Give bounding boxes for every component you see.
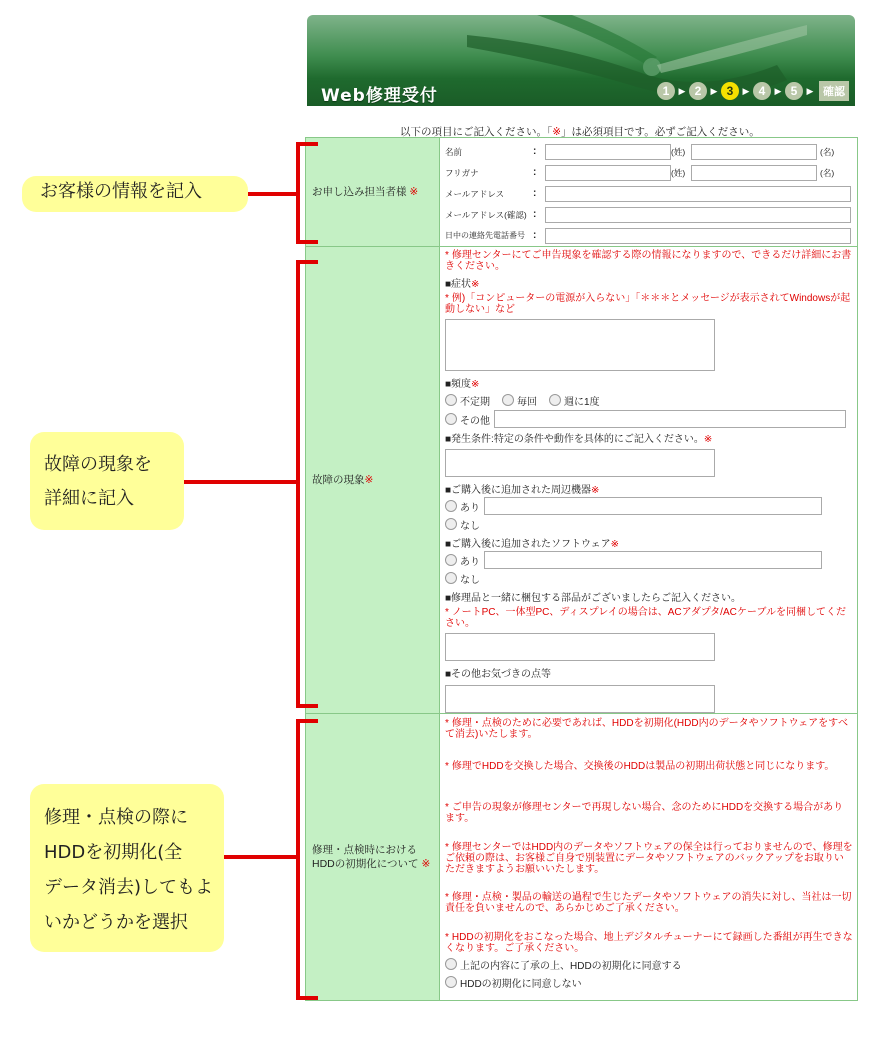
frequency-irregular-radio[interactable] bbox=[445, 394, 457, 406]
frequency-weekly-radio[interactable] bbox=[549, 394, 561, 406]
hdd-agree-radio[interactable] bbox=[445, 958, 457, 970]
frequency-options: 不定期 毎回 週に1度 bbox=[445, 392, 853, 408]
parts-note: * ノートPC、一体型PC、ディスプレイの場合は、ACアダプタ/ACケーブルを同梱してください。 bbox=[445, 607, 846, 629]
hdd-note-4: * 修理センターではHDD内のデータやソフトウェアの保全は行っておりませんので、修理をご依頼の際は、お客様ご自身で別装置にデータやソフトウェアのバックアップをお取りいただきますようお願いいたします。 bbox=[445, 842, 853, 875]
page-title: Web修理受付 bbox=[321, 86, 438, 106]
step-3-active: 3 bbox=[721, 82, 739, 100]
software-no-radio[interactable] bbox=[445, 572, 457, 584]
repair-form bbox=[305, 137, 858, 1001]
name-row: 名前 : (姓) (名) bbox=[445, 141, 853, 162]
software-heading: ■ご購入後に追加されたソフトウェア※ bbox=[445, 539, 620, 550]
hdd-disagree-line: HDDの初期化に同意しない bbox=[445, 974, 853, 990]
other-heading: ■その他お気づきの点等 bbox=[445, 669, 552, 680]
peripheral-yes-radio[interactable] bbox=[445, 500, 457, 512]
header-banner bbox=[307, 15, 855, 106]
other-textarea[interactable] bbox=[445, 685, 715, 713]
last-name-kana-input[interactable] bbox=[545, 165, 671, 181]
peripheral-no-radio[interactable] bbox=[445, 518, 457, 530]
email-confirm-input[interactable] bbox=[545, 207, 851, 223]
condition-heading: ■発生条件:特定の条件や動作を具体的にご記入ください。※ bbox=[445, 434, 713, 445]
hdd-note-2: * 修理でHDDを交換した場合、交換後のHDDは製品の初期出荷状態と同じになります。 bbox=[445, 761, 835, 772]
hdd-disagree-radio[interactable] bbox=[445, 976, 457, 988]
step-arrow-icon: ▶ bbox=[774, 85, 782, 96]
customer-bracket bbox=[296, 142, 318, 244]
symptom-label: 故障の現象 ※ bbox=[306, 247, 440, 713]
symptom-bracket bbox=[296, 260, 318, 708]
frequency-other-radio[interactable] bbox=[445, 413, 457, 425]
furigana-row: フリガナ : (姓) (名) bbox=[445, 162, 853, 183]
last-name-input[interactable] bbox=[545, 144, 671, 160]
step-arrow-icon: ▶ bbox=[806, 85, 814, 96]
hdd-bracket bbox=[296, 719, 318, 1000]
phone-input[interactable] bbox=[545, 228, 851, 244]
annotation-hdd: 修理・点検の際に HDDを初期化(全 データ消去)してもよ いかどうかを選択 bbox=[30, 784, 224, 952]
step-arrow-icon: ▶ bbox=[678, 85, 686, 96]
frequency-heading: ■頻度※ bbox=[445, 379, 480, 390]
software-yes-line: あり bbox=[445, 552, 853, 568]
phone-row: 日中の連絡先電話番号 : bbox=[445, 225, 853, 246]
email-input[interactable] bbox=[545, 186, 851, 202]
intro-text: 以下の項目にご記入ください。「※」は必須項目です。必ずご記入ください。 bbox=[400, 126, 760, 138]
symptom-heading: ■症状※ bbox=[445, 279, 480, 290]
email-row: メールアドレス : bbox=[445, 183, 853, 204]
step-arrow-icon: ▶ bbox=[742, 85, 750, 96]
customer-row bbox=[306, 138, 857, 247]
software-yes-radio[interactable] bbox=[445, 554, 457, 566]
symptom-example: * 例)「コンピューターの電源が入らない」「＊＊＊とメッセージが表示されてWindowsが起動しない」など bbox=[445, 293, 851, 315]
step-arrow-icon: ▶ bbox=[710, 85, 718, 96]
step-1: 1 bbox=[657, 82, 675, 100]
email-confirm-row: メールアドレス(確認) : bbox=[445, 204, 853, 225]
frequency-other-input[interactable] bbox=[494, 410, 846, 428]
step-indicator bbox=[657, 81, 849, 101]
annotation-connector bbox=[248, 192, 298, 196]
parts-textarea[interactable] bbox=[445, 633, 715, 661]
symptom-note: * 修理センターにてご申告現象を確認する際の情報になりますので、できるだけ詳細にお書きください。 bbox=[445, 250, 852, 272]
symptom-row bbox=[306, 247, 857, 714]
peripheral-yes-line: あり bbox=[445, 498, 853, 514]
step-4: 4 bbox=[753, 82, 771, 100]
software-no-line: なし bbox=[445, 570, 853, 586]
peripheral-heading: ■ご購入後に追加された周辺機器※ bbox=[445, 485, 600, 496]
step-5: 5 bbox=[785, 82, 803, 100]
annotation-connector bbox=[184, 480, 298, 484]
annotation-connector bbox=[224, 855, 298, 859]
hdd-note-1: * 修理・点検のために必要であれば、HDDを初期化(HDD内のデータやソフトウェアをすべて消去)いたします。 bbox=[445, 718, 848, 740]
hdd-note-6: * HDDの初期化をおこなった場合、地上デジタルチューナーにて録画した番組が再生できなくなります。ご了承ください。 bbox=[445, 932, 853, 954]
peripheral-input[interactable] bbox=[484, 497, 822, 515]
required-mark: ※ bbox=[552, 126, 562, 138]
first-name-input[interactable] bbox=[691, 144, 817, 160]
frequency-other-line: その他 bbox=[445, 411, 853, 427]
hdd-note-5: * 修理・点検・製品の輸送の過程で生じたデータやソフトウェアの消失に対し、当社は一切責任を負いませんので、あらかじめご了承ください。 bbox=[445, 892, 852, 914]
step-2: 2 bbox=[689, 82, 707, 100]
condition-textarea[interactable] bbox=[445, 449, 715, 477]
step-confirm: 確認 bbox=[819, 81, 849, 101]
frequency-every-time-radio[interactable] bbox=[502, 394, 514, 406]
parts-heading: ■修理品と一緒に梱包する部品がございましたらご記入ください。 bbox=[445, 593, 742, 604]
hdd-label: 修理・点検時における HDDの初期化について ※ bbox=[306, 714, 440, 1000]
software-input[interactable] bbox=[484, 551, 822, 569]
annotation-symptom: 故障の現象を 詳細に記入 bbox=[30, 432, 184, 530]
peripheral-no-line: なし bbox=[445, 516, 853, 532]
hdd-note-3: * ご申告の現象が修理センターで再現しない場合、念のためにHDDを交換する場合があります。 bbox=[445, 802, 844, 824]
first-name-kana-input[interactable] bbox=[691, 165, 817, 181]
customer-label: お申し込み担当者様 ※ bbox=[306, 138, 440, 246]
hdd-agree-line: 上記の内容に了承の上、HDDの初期化に同意する bbox=[445, 956, 853, 972]
hdd-row bbox=[306, 714, 857, 1000]
annotation-customer: お客様の情報を記入 bbox=[22, 176, 248, 212]
symptom-textarea[interactable] bbox=[445, 319, 715, 371]
